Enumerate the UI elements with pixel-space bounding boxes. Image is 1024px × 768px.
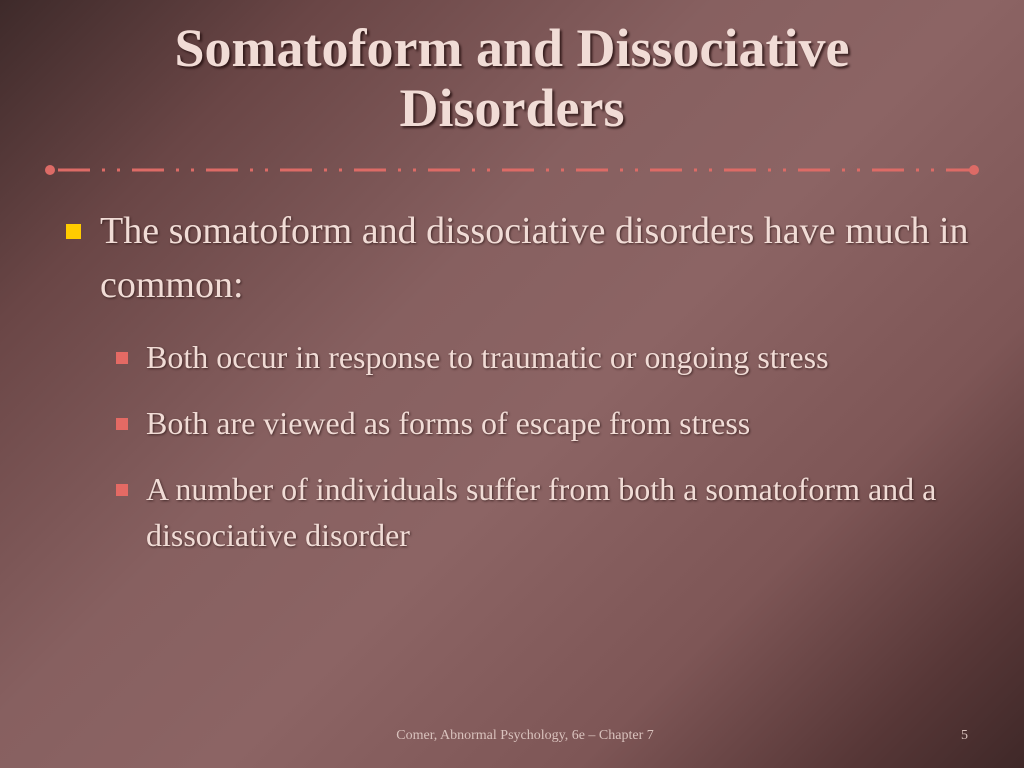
- sub-bullet-item: [62, 334, 982, 380]
- slide-footer: [0, 728, 1024, 748]
- divider-end-dot: [969, 165, 979, 175]
- square-bullet-icon: [116, 352, 128, 364]
- square-bullet-icon: [66, 224, 81, 239]
- title-divider: [44, 160, 980, 180]
- main-bullet-item: [62, 204, 982, 312]
- slide-title-line-1: Somatoform and Dissociative: [174, 18, 850, 78]
- main-bullet-text: The somatoform and dissociative disorders have much in common:: [100, 210, 969, 306]
- slide-title-line-2: Disorders: [399, 78, 625, 138]
- slide-number: 5: [961, 728, 968, 743]
- sub-bullet-text: Both are viewed as forms of escape from stress: [146, 405, 751, 441]
- sub-bullet-text: Both occur in response to traumatic or ongoing stress: [146, 339, 829, 375]
- slide-title: [40, 18, 984, 138]
- square-bullet-icon: [116, 484, 128, 496]
- square-bullet-icon: [116, 418, 128, 430]
- slide-content: [62, 204, 982, 558]
- sub-bullet-text: A number of individuals suffer from both a somatoform and a dissociative disorder: [146, 471, 937, 553]
- divider-end-dot: [45, 165, 55, 175]
- sub-bullet-item: [62, 400, 982, 446]
- sub-bullet-item: [62, 466, 982, 558]
- footer-text: Comer, Abnormal Psychology, 6e – Chapter 7: [396, 728, 654, 743]
